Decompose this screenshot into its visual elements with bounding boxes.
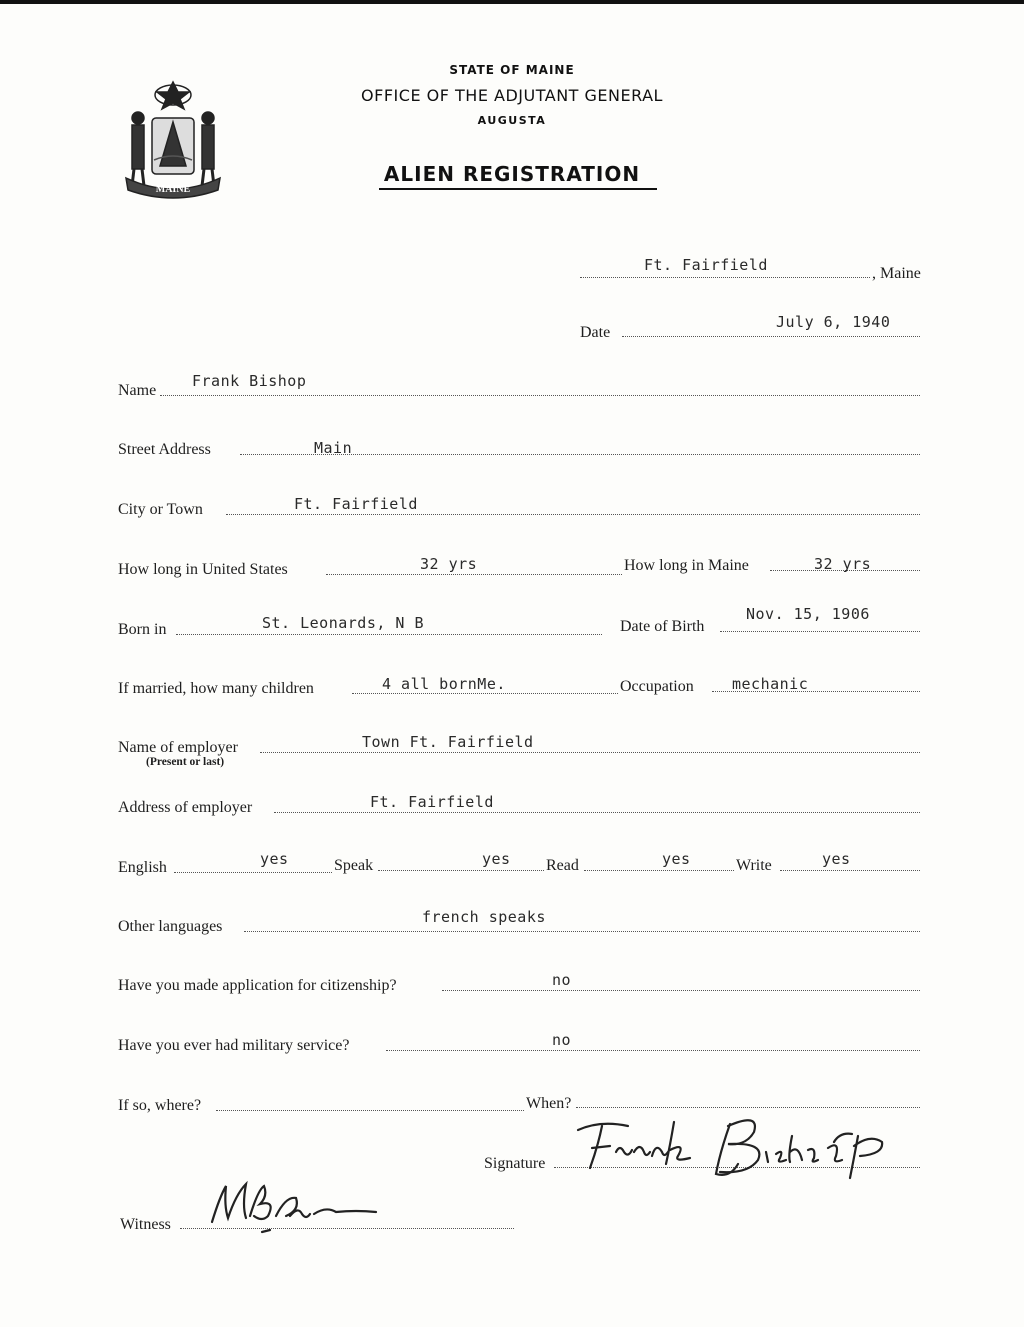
when-label: When? <box>526 1095 572 1112</box>
employer-value: Town Ft. Fairfield <box>362 733 534 751</box>
employer-address-line <box>274 812 920 813</box>
date-label: Date <box>580 324 611 341</box>
header-office: OFFICE OF THE ADJUTANT GENERAL <box>361 86 663 105</box>
form-title: ALIEN REGISTRATION <box>383 162 641 186</box>
name-value: Frank Bishop <box>192 372 307 390</box>
occupation-value: mechanic <box>732 675 809 693</box>
place-line <box>580 277 870 278</box>
other-languages-value: french speaks <box>422 908 546 926</box>
citizenship-value: no <box>552 971 572 989</box>
read-line <box>584 870 734 871</box>
when-line <box>576 1107 920 1108</box>
write-line <box>780 870 920 871</box>
name-line <box>160 395 920 396</box>
where-label: If so, where? <box>118 1097 202 1114</box>
top-border <box>0 0 1024 4</box>
speak-line <box>378 870 544 871</box>
city-line <box>226 514 920 515</box>
english-line <box>174 872 332 873</box>
city-label: City or Town <box>118 501 203 518</box>
other-languages-line <box>244 931 920 932</box>
signature-label: Signature <box>484 1155 546 1172</box>
place-suffix: , Maine <box>872 265 921 282</box>
employer-label: Name of employer <box>118 739 238 756</box>
witness-label: Witness <box>120 1216 171 1233</box>
place-value: Ft. Fairfield <box>644 256 768 274</box>
dob-value: Nov. 15, 1906 <box>746 605 870 623</box>
us-duration-line <box>326 574 622 575</box>
header-city: AUGUSTA <box>477 114 547 127</box>
header-state: STATE OF MAINE <box>449 63 575 77</box>
occupation-label: Occupation <box>620 678 694 695</box>
children-value: 4 all bornMe. <box>382 675 506 693</box>
born-value: St. Leonards, N B <box>262 614 425 632</box>
date-value: July 6, 1940 <box>776 313 891 331</box>
maine-duration-value: 32 yrs <box>814 555 872 573</box>
employer-address-label: Address of employer <box>118 799 253 816</box>
where-line <box>216 1110 524 1111</box>
dob-line <box>720 631 920 632</box>
english-label: English <box>118 859 167 876</box>
dob-label: Date of Birth <box>620 618 705 635</box>
born-label: Born in <box>118 621 167 638</box>
date-line <box>622 336 920 337</box>
citizenship-label: Have you made application for citizenship? <box>118 977 397 994</box>
speak-value: yes <box>482 850 511 868</box>
born-line <box>176 634 602 635</box>
employer-address-value: Ft. Fairfield <box>370 793 494 811</box>
read-value: yes <box>662 850 691 868</box>
write-value: yes <box>822 850 851 868</box>
title-underline <box>379 188 657 190</box>
military-label: Have you ever had military service? <box>118 1037 350 1054</box>
children-line <box>352 693 618 694</box>
employer-line <box>260 752 920 753</box>
write-label: Write <box>736 857 772 874</box>
speak-label: Speak <box>334 857 374 874</box>
other-languages-label: Other languages <box>118 918 223 935</box>
witness-initials-handwriting <box>206 1176 386 1236</box>
name-label: Name <box>118 382 157 399</box>
us-duration-value: 32 yrs <box>420 555 478 573</box>
read-label: Read <box>546 857 579 874</box>
city-value: Ft. Fairfield <box>294 495 418 513</box>
children-label: If married, how many children <box>118 680 314 697</box>
military-line <box>386 1050 920 1051</box>
seal-banner-text: MAINE <box>155 184 191 195</box>
maine-duration-label: How long in Maine <box>624 557 749 574</box>
us-duration-label: How long in United States <box>118 561 288 578</box>
employer-sublabel: (Present or last) <box>146 756 225 768</box>
english-value: yes <box>260 850 289 868</box>
citizenship-line <box>442 990 920 991</box>
military-value: no <box>552 1031 572 1049</box>
street-value: Main <box>314 439 353 457</box>
signature-handwriting <box>570 1112 910 1184</box>
street-label: Street Address <box>118 441 211 458</box>
